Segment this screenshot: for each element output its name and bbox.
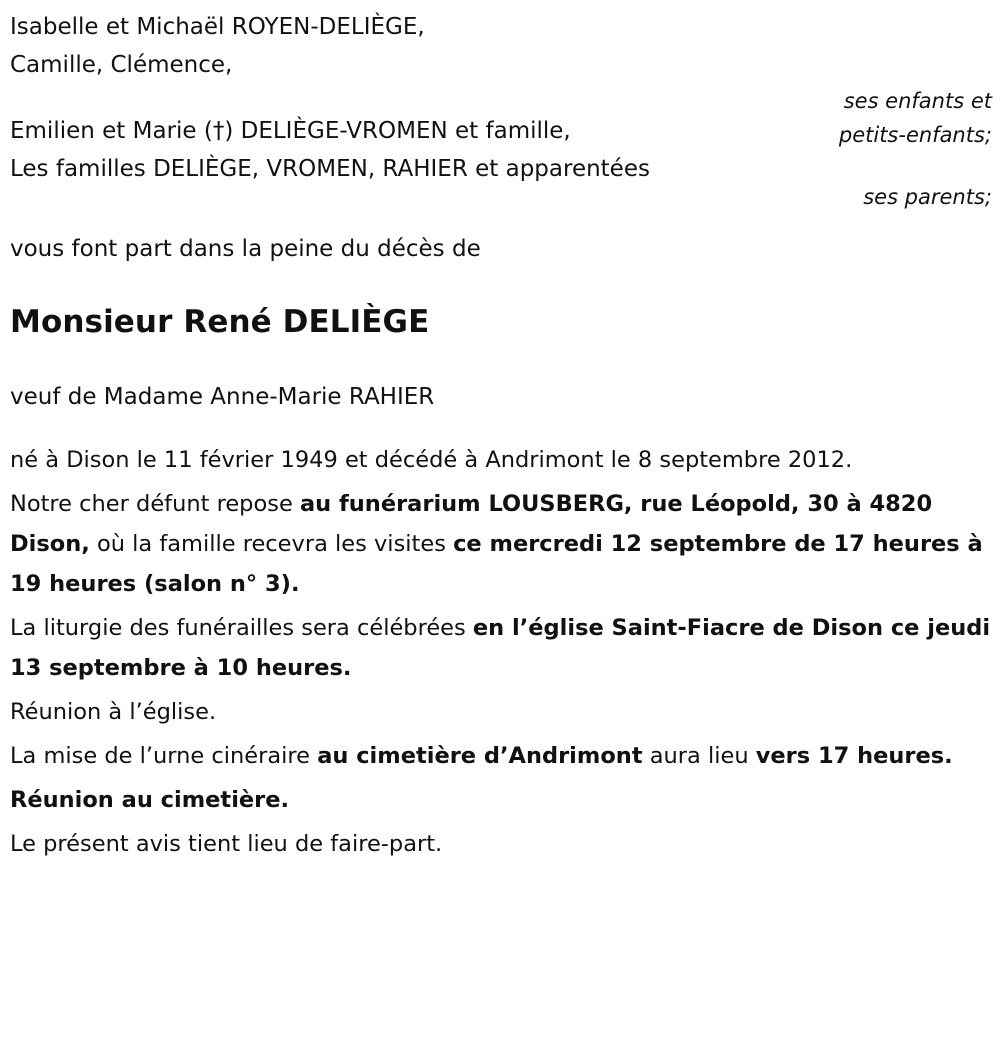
survivors-block — [10, 8, 996, 209]
gathering-church-line: Réunion à l’église. — [10, 699, 217, 725]
urn-paragraph — [10, 736, 996, 776]
urn-plain-2: aura lieu — [642, 743, 756, 769]
liturgy-paragraph — [10, 608, 996, 688]
spouse-line: veuf de Madame Anne-Marie RAHIER — [10, 384, 435, 410]
survivor-line-parents-1: Emilien et Marie (†) DELIÈGE-VROMEN et famille, — [10, 118, 571, 144]
repose-plain-2: où la famille recevra les visites — [89, 531, 454, 557]
announcement-intro: vous font part dans la peine du décès de — [10, 236, 481, 262]
urn-bold-1: au cimetière d’Andrimont — [317, 743, 643, 769]
closing-line: Le présent avis tient lieu de faire-part. — [10, 831, 443, 857]
relation-label-children — [839, 84, 992, 152]
gathering-cemetery-line — [10, 780, 996, 820]
liturgy-plain-1: La liturgie des funérailles sera célébrées — [10, 615, 473, 641]
repose-bold-2: ce mercredi 12 septembre de 17 heures à 19 heures (salon n° 3). — [10, 531, 983, 597]
repose-bold-1: au funérarium LOUSBERG, rue Léopold, 30 à 4820 Dison, — [10, 491, 933, 557]
relation-label-children-line2: petits-enfants; — [838, 123, 992, 147]
survivor-line-children-1: Isabelle et Michaël ROYEN-DELIÈGE, — [10, 14, 425, 40]
repose-plain-1: Notre cher défunt repose — [10, 491, 300, 517]
deceased-name-heading: Monsieur René DELIÈGE — [10, 304, 430, 340]
relation-label-children-line1: ses enfants et — [843, 89, 992, 113]
survivor-line-families: Les familles DELIÈGE, VROMEN, RAHIER et apparentées — [10, 156, 650, 182]
repose-paragraph — [10, 484, 996, 604]
gathering-cemetery-text: Réunion au cimetière. — [10, 787, 290, 813]
urn-bold-2: vers 17 heures. — [755, 743, 953, 769]
liturgy-bold-1: en l’église Saint-Fiacre de Dison ce jeudi 13 septembre à 10 heures. — [10, 615, 991, 681]
relation-label-parents-line1: ses parents; — [863, 185, 992, 209]
birth-death-line: né à Dison le 11 février 1949 et décédé à Andrimont le 8 septembre 2012. — [10, 447, 853, 473]
survivor-line-children-2: Camille, Clémence, — [10, 52, 233, 78]
relation-label-parents — [863, 180, 992, 214]
urn-plain-1: La mise de l’urne cinéraire — [10, 743, 318, 769]
